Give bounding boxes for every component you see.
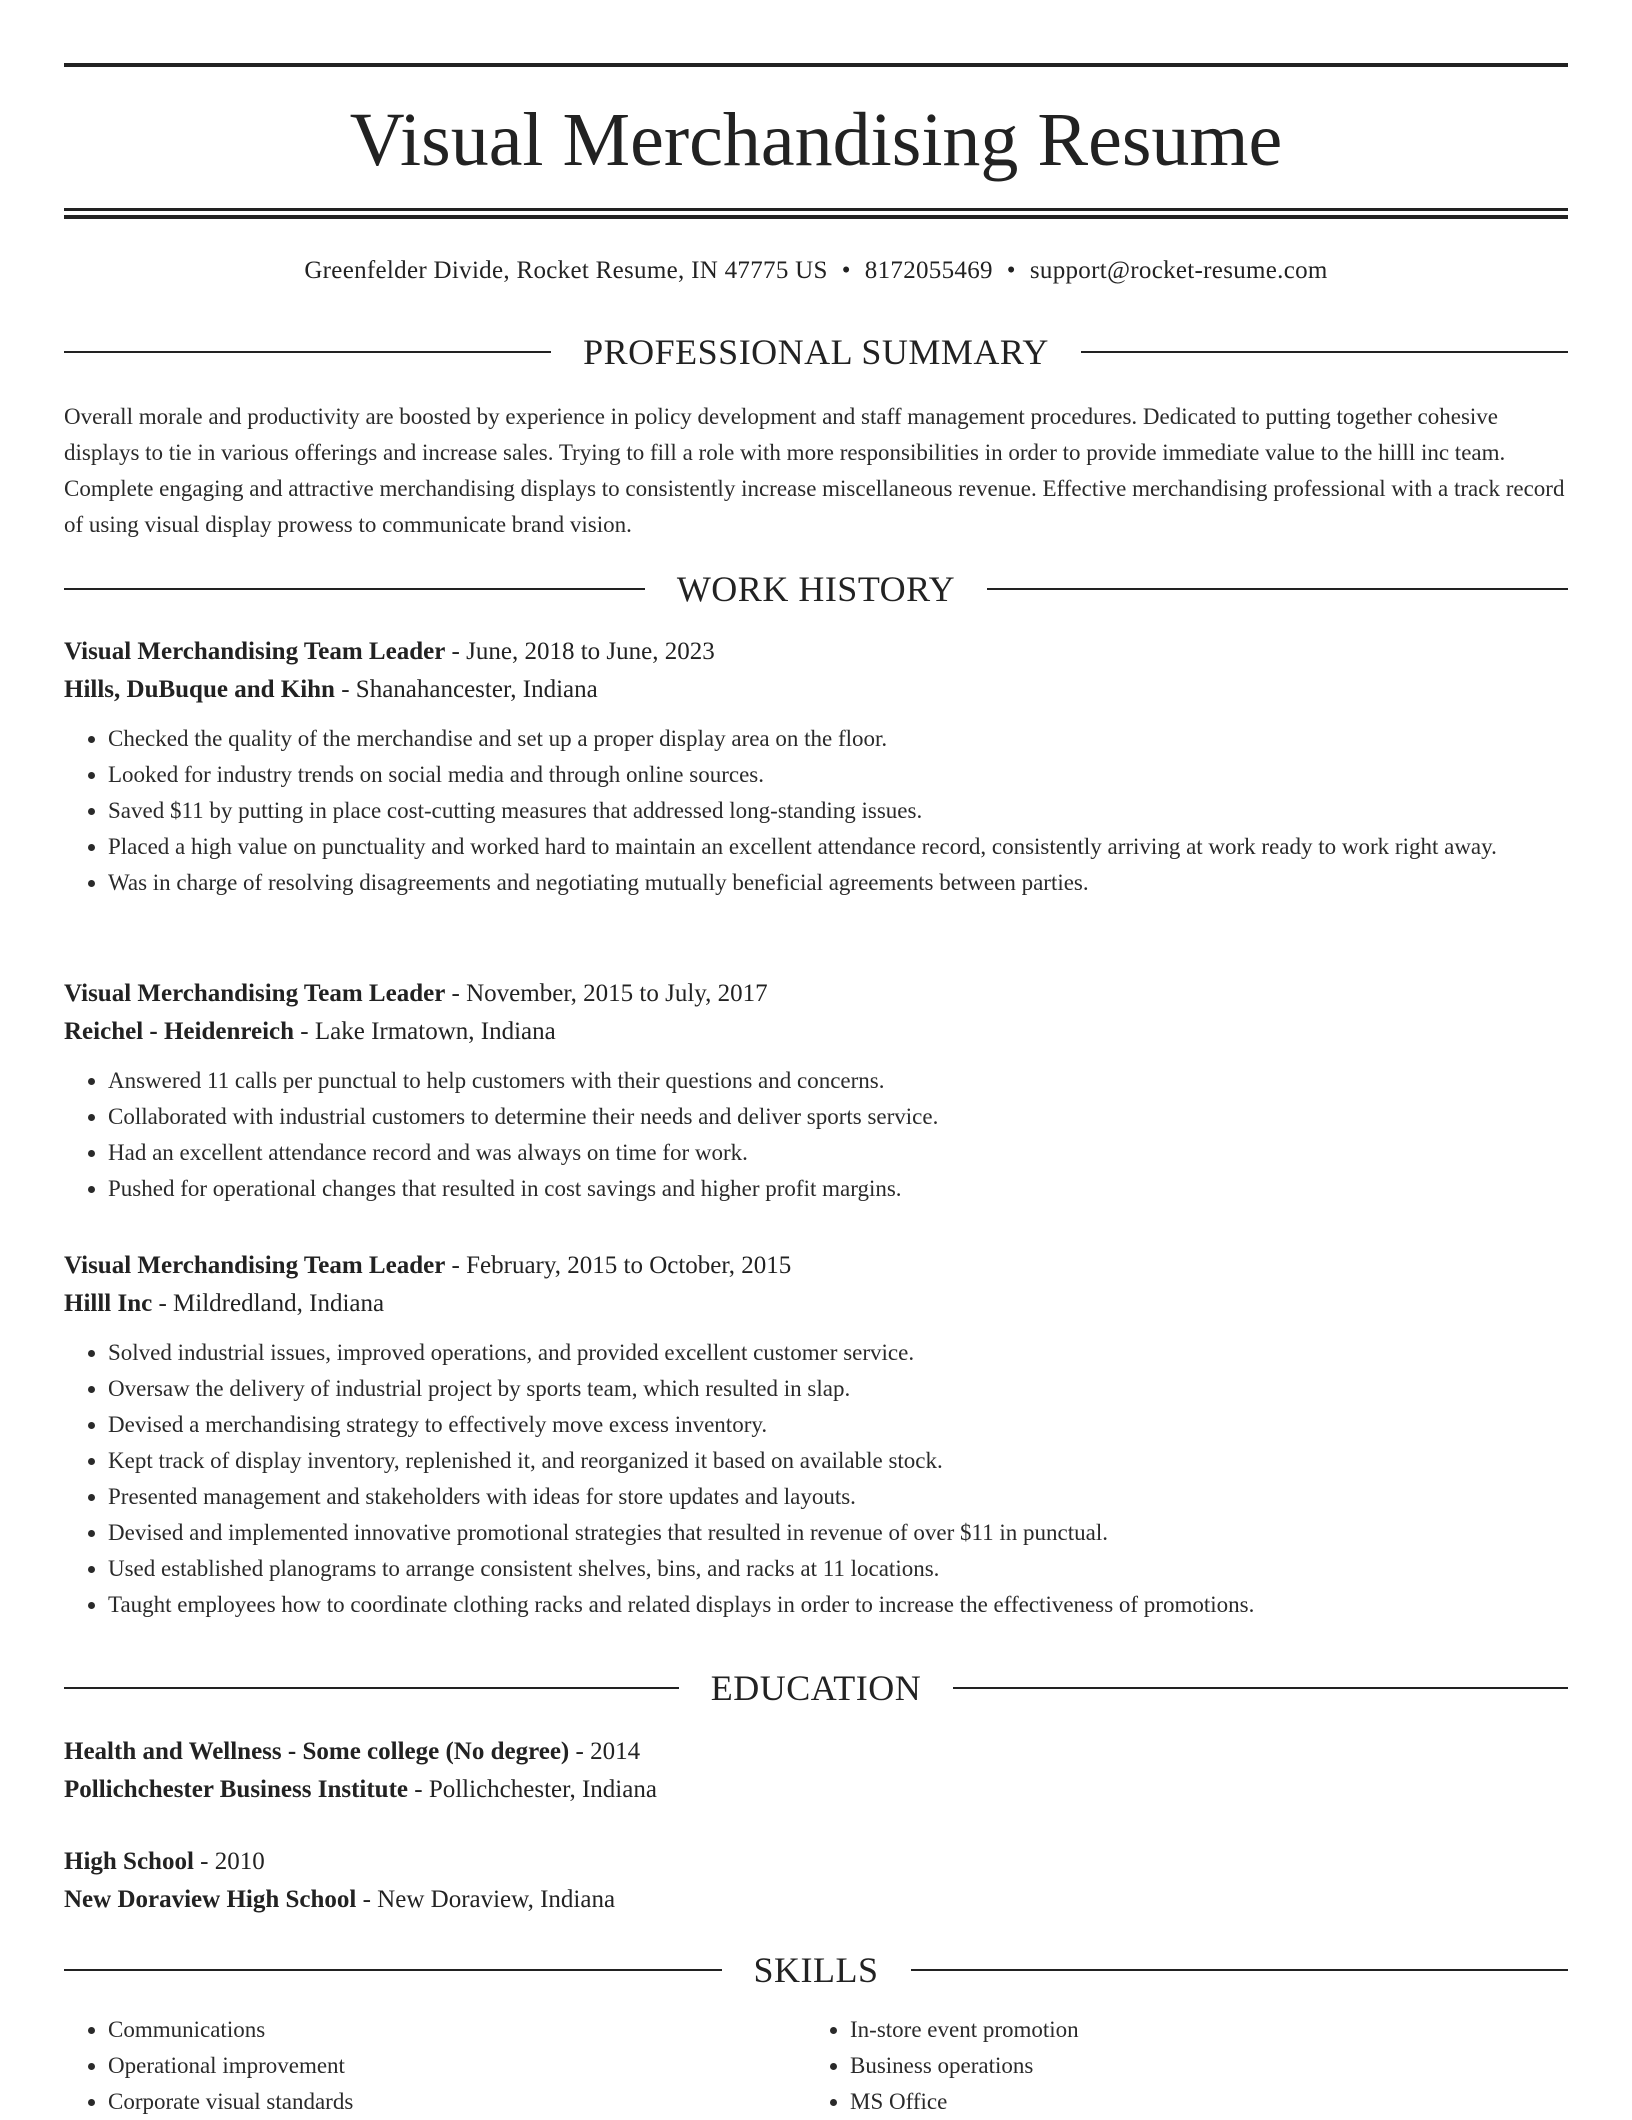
section-heading-skills — [64, 1948, 1568, 1992]
section-label: EDUCATION — [710, 1668, 922, 1708]
education-school: Pollichchester Business Institute — [64, 1776, 408, 1803]
list-item: • Collaborated with industrial customers to determine their needs and deliver sports service. — [108, 1099, 1568, 1135]
title-rule-lower — [64, 215, 1568, 219]
job-company: Reichel - Heidenreich — [64, 1018, 295, 1045]
job-dates: - February, 2015 to October, 2015 — [445, 1252, 792, 1279]
job-dates: - June, 2018 to June, 2023 — [445, 638, 715, 665]
job-title: Visual Merchandising Team Leader — [64, 638, 446, 665]
education-degree-line — [64, 1733, 1568, 1771]
list-item: • Devised a merchandising strategy to effectively move excess inventory. — [108, 1407, 1568, 1443]
job-bullets — [64, 721, 1568, 901]
education-degree-line — [64, 1843, 1568, 1881]
skills-list-left — [64, 2012, 806, 2120]
contact-phone: 8172055469 — [864, 257, 993, 284]
list-item: • Placed a high value on punctuality and worked hard to maintain an excellent attendance record, consistently arriving at work ready to work right away. — [108, 829, 1568, 865]
skills-columns — [64, 2012, 1568, 2120]
section-rule — [911, 1969, 1569, 1971]
section-heading-education — [64, 1666, 1568, 1710]
list-item: • Had an excellent attendance record and was always on time for work. — [108, 1135, 1568, 1171]
skill-item: • Business operations — [850, 2048, 1548, 2084]
skill-item: • In-store event promotion — [850, 2012, 1548, 2048]
list-item: • Devised and implemented innovative promotional strategies that resulted in revenue of over $11 in punctual. — [108, 1515, 1568, 1551]
job-location: - Shanahancester, Indiana — [334, 676, 598, 703]
job-entry — [64, 633, 1568, 901]
list-item: • Kept track of display inventory, replenished it, and reorganized it based on available stock. — [108, 1443, 1568, 1479]
education-year: - 2014 — [569, 1738, 641, 1765]
section-rule — [953, 1687, 1568, 1689]
job-company-line — [64, 1285, 1568, 1323]
contact-address: Greenfelder Divide, Rocket Resume, IN 47775 US — [304, 257, 828, 284]
education-entry — [64, 1843, 1568, 1919]
skills-list-right — [806, 2012, 1548, 2120]
job-title-line — [64, 975, 1568, 1013]
list-item: • Answered 11 calls per punctual to help customers with their questions and concerns. — [108, 1063, 1568, 1099]
section-label: PROFESSIONAL SUMMARY — [583, 332, 1049, 372]
job-bullets — [64, 1335, 1568, 1623]
section-heading-work-history — [64, 567, 1568, 611]
education-school-line — [64, 1881, 1568, 1919]
job-entry — [64, 1247, 1568, 1623]
skill-item: • Communications — [108, 2012, 806, 2048]
job-title-line — [64, 1247, 1568, 1285]
job-company-line — [64, 671, 1568, 709]
skill-item: • MS Office — [850, 2084, 1548, 2120]
education-school-line — [64, 1771, 1568, 1809]
job-location: - Lake Irmatown, Indiana — [294, 1018, 556, 1045]
section-rule — [987, 588, 1568, 590]
list-item: • Pushed for operational changes that resulted in cost savings and higher profit margins. — [108, 1171, 1568, 1207]
section-label: WORK HISTORY — [676, 569, 956, 609]
section-label: SKILLS — [753, 1950, 879, 1990]
education-entry — [64, 1733, 1568, 1809]
list-item: • Oversaw the delivery of industrial project by sports team, which resulted in slap. — [108, 1371, 1568, 1407]
education-degree: Health and Wellness - Some college (No degree) — [64, 1738, 570, 1765]
resume-title: Visual Merchandising Resume — [349, 98, 1283, 182]
education-year: - 2010 — [193, 1848, 265, 1875]
section-rule — [64, 1687, 679, 1689]
job-title: Visual Merchandising Team Leader — [64, 1252, 446, 1279]
job-company-line — [64, 1013, 1568, 1051]
list-item: • Solved industrial issues, improved operations, and provided excellent customer service. — [108, 1335, 1568, 1371]
contact-line — [64, 254, 1568, 288]
contact-separator: • — [841, 257, 851, 284]
summary-text: Overall morale and productivity are boosted by experience in policy development and staff management procedures. Dedicated to putting together cohesive displays to tie in various offerings and increase sales. Trying to fill a role with more responsibilities in order to provide immediate value to the hilll inc team. Complete engaging and attractive merchandising displays to consistently increase miscellaneous revenue. Effective merchandising professional with a track record of using visual display prowess to communicate brand vision. — [64, 404, 1565, 537]
section-rule — [64, 351, 551, 353]
education-location: - New Doraview, Indiana — [356, 1886, 616, 1913]
list-item: • Saved $11 by putting in place cost-cutting measures that addressed long-standing issues. — [108, 793, 1568, 829]
list-item: • Used established planograms to arrange consistent shelves, bins, and racks at 11 locations. — [108, 1551, 1568, 1587]
top-rule — [64, 63, 1568, 67]
section-rule — [64, 1969, 722, 1971]
list-item: • Looked for industry trends on social media and through online sources. — [108, 757, 1568, 793]
list-item: • Presented management and stakeholders with ideas for store updates and layouts. — [108, 1479, 1568, 1515]
job-bullets — [64, 1063, 1568, 1207]
job-dates: - November, 2015 to July, 2017 — [445, 980, 768, 1007]
list-item: • Checked the quality of the merchandise and set up a proper display area on the floor. — [108, 721, 1568, 757]
contact-email: support@rocket-resume.com — [1029, 257, 1328, 284]
job-company: Hilll Inc — [64, 1290, 153, 1317]
education-location: - Pollichchester, Indiana — [408, 1776, 657, 1803]
section-rule — [64, 588, 645, 590]
job-entry — [64, 975, 1568, 1207]
education-school: New Doraview High School — [64, 1886, 357, 1913]
education-degree: High School — [64, 1848, 194, 1875]
list-item: • Taught employees how to coordinate clothing racks and related displays in order to increase the effectiveness of promotions. — [108, 1587, 1568, 1623]
job-company: Hills, DuBuque and Kihn — [64, 676, 335, 703]
list-item: • Was in charge of resolving disagreements and negotiating mutually beneficial agreements between parties. — [108, 865, 1568, 901]
section-rule — [1081, 351, 1568, 353]
job-title-line — [64, 633, 1568, 671]
section-heading-summary — [64, 330, 1568, 374]
skill-item: • Corporate visual standards — [108, 2084, 806, 2120]
skill-item: • Operational improvement — [108, 2048, 806, 2084]
job-location: - Mildredland, Indiana — [152, 1290, 385, 1317]
title-rule-upper — [64, 208, 1568, 211]
job-title: Visual Merchandising Team Leader — [64, 980, 446, 1007]
contact-separator: • — [1006, 257, 1016, 284]
